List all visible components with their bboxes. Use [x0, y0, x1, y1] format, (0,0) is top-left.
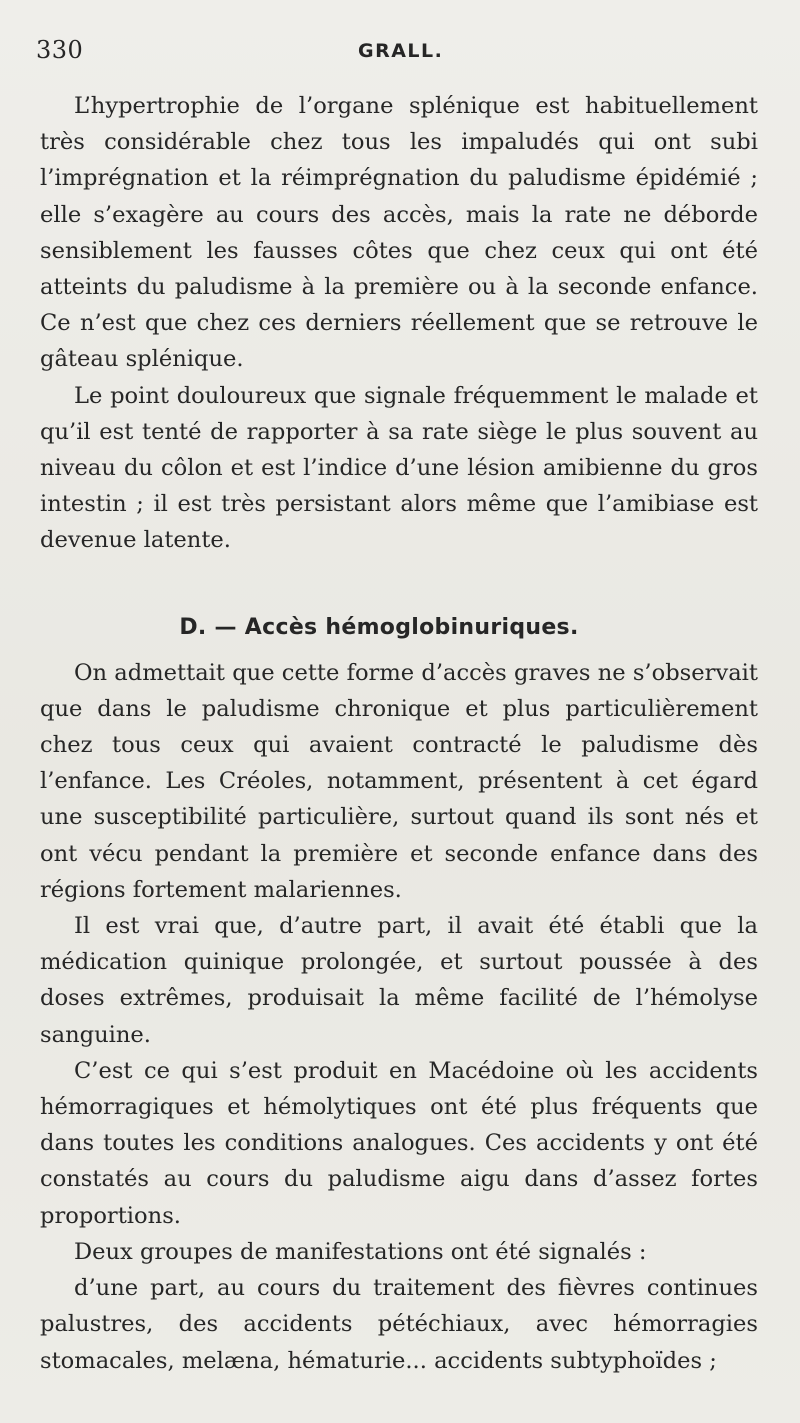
paragraph: Le point douloureux que signale fréquemment le malade et qu’il est tenté de rapporter à sa rate siège le plus souvent au niveau du côlon et est l’indice d’une lésion amibienne du gros intestin ; il est très persistant alors même que l’amibiase est devenue latente.: [40, 382, 758, 554]
running-head: GRALL.: [358, 40, 444, 62]
page-number: 330: [36, 36, 84, 64]
paragraph: d’une part, au cours du traitement des fièvres continues palustres, des accidents pétéchiaux, avec hémorragies stomacales, melæna, hématurie... accidents subtyphoïdes ;: [40, 1275, 758, 1374]
section-heading: D. — Accès hémoglobinuriques.: [179, 614, 579, 640]
page-header: [36, 36, 758, 70]
paragraph: Deux groupes de manifestations ont été signalés :: [74, 1238, 647, 1265]
paragraph: C’est ce qui s’est produit en Macédoine où les accidents hémorragiques et hémolytiques ont été plus fréquents que dans toutes les conditions analogues. Ces accidents y ont été constatés au cours du paludisme aigu dans d’assez fortes proportions.: [40, 1057, 758, 1229]
paragraph: L’hypertrophie de l’organe splénique est habituellement très considérable chez tous les impaludés qui ont subi l’imprégnation et la réimprégnation du paludisme épidémié ; elle s’exagère au cours des accès, mais la rate ne déborde sensiblement les fausses côtes que chez ceux qui ont été atteints du paludisme à la première ou à la seconde enfance. Ce n’est que chez ces derniers réellement que se retrouve le gâteau splénique.: [40, 93, 758, 373]
paragraph: On admettait que cette forme d’accès graves ne s’observait que dans le paludisme chronique et plus particulièrement chez tous ceux qui avaient contracté le paludisme dès l’enfance. Les Créoles, notamment, présentent à cet égard une susceptibilité particulière, surtout quand ils sont nés et ont vécu pendant la première et seconde enfance dans des régions fortement malariennes.: [40, 659, 758, 903]
paragraph: Il est vrai que, d’autre part, il avait été établi que la médication quinique prolongée, et surtout poussée à des doses extrêmes, produisait la même facilité de l’hémolyse sanguine.: [40, 913, 758, 1048]
text-body: [40, 88, 758, 1379]
